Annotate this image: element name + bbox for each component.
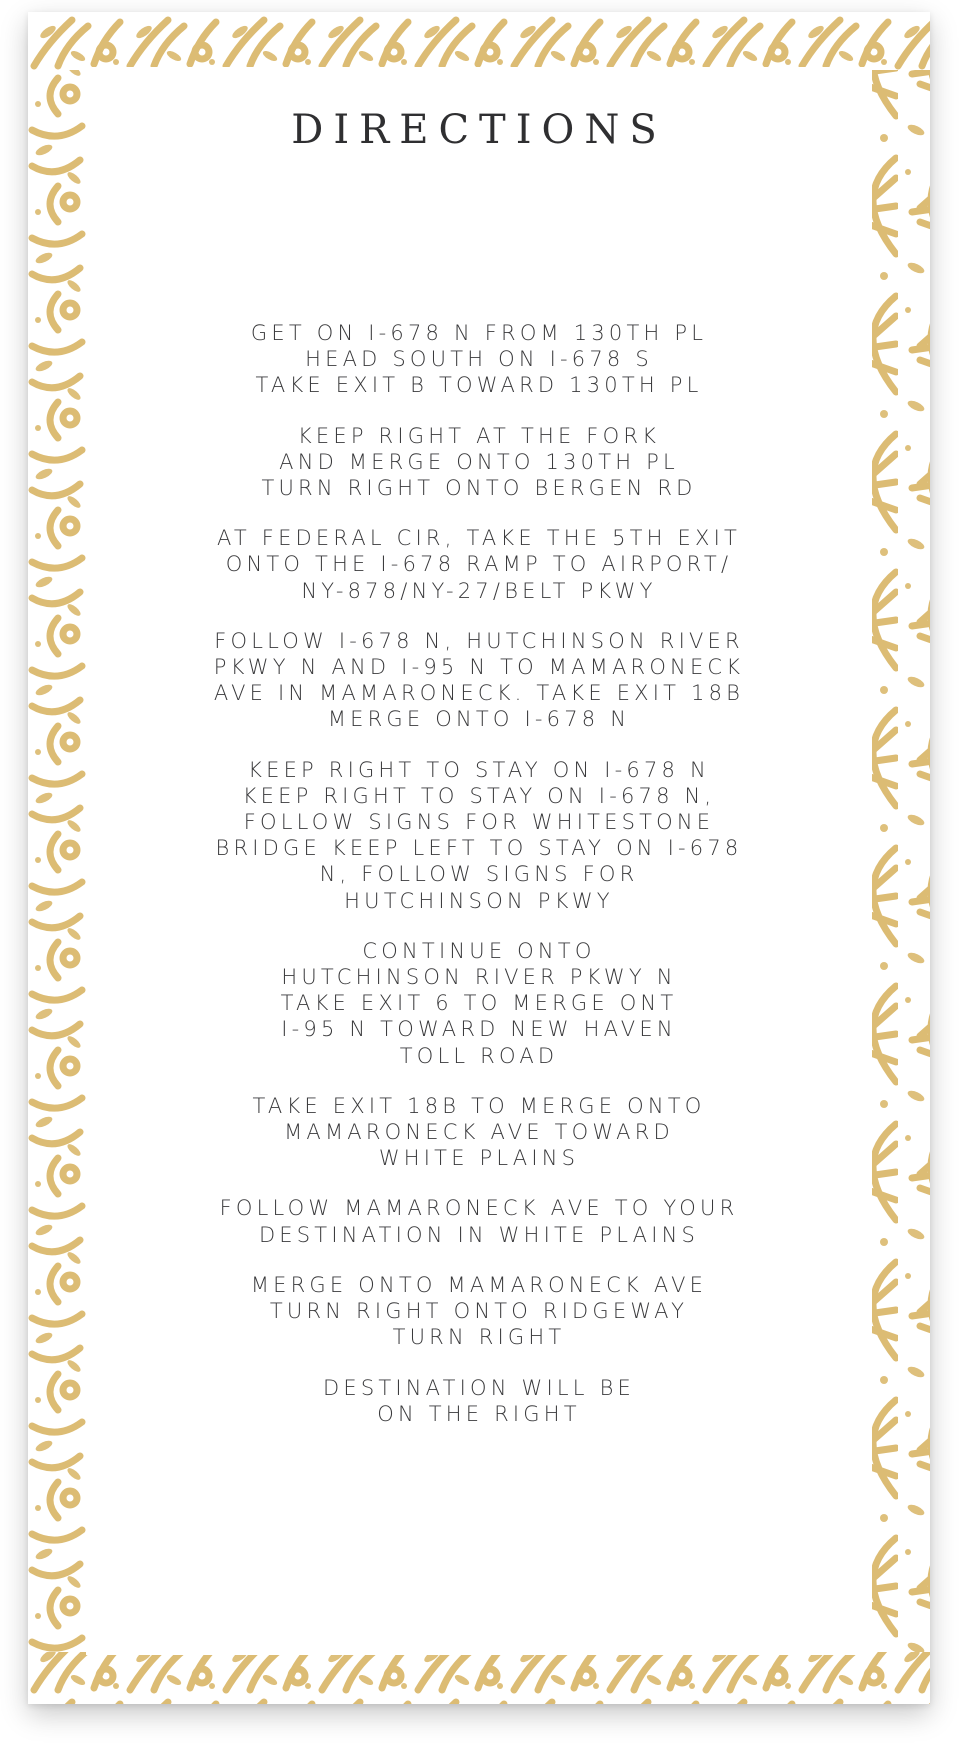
direction-line: DESTINATION WILL BE <box>322 1375 636 1400</box>
content-panel <box>86 67 872 1655</box>
direction-line: TAKE EXIT 6 TO MERGE ONT <box>280 991 678 1016</box>
direction-line: FOLLOW MAMARONECK AVE TO YOUR <box>219 1196 739 1221</box>
direction-step <box>126 938 832 1069</box>
direction-line: CONTINUE ONTO <box>362 938 596 963</box>
direction-line: BRIDGE KEEP LEFT TO STAY ON I-678 <box>215 836 743 861</box>
direction-line: ONTO THE I-678 RAMP TO AIRPORT/ <box>225 552 733 577</box>
direction-step <box>126 1272 832 1351</box>
direction-step <box>126 1195 832 1247</box>
direction-line: TAKE EXIT B TOWARD 130TH PL <box>255 373 703 398</box>
direction-line: TURN RIGHT <box>392 1325 566 1350</box>
direction-line: HUTCHINSON PKWY <box>344 888 614 913</box>
direction-step <box>126 757 832 914</box>
direction-line: HEAD SOUTH ON I-678 S <box>305 347 653 372</box>
direction-line: TURN RIGHT ONTO BERGEN RD <box>261 476 697 501</box>
direction-line: N, FOLLOW SIGNS FOR <box>319 862 639 887</box>
direction-line: AT FEDERAL CIR, TAKE THE 5TH EXIT <box>216 526 742 551</box>
direction-line: DESTINATION IN WHITE PLAINS <box>258 1222 700 1247</box>
direction-line: HUTCHINSON RIVER PKWY N <box>281 965 677 990</box>
direction-step <box>126 525 832 604</box>
direction-line: GET ON I-678 N FROM 130TH PL <box>250 321 708 345</box>
direction-step <box>126 1093 832 1172</box>
direction-line: FOLLOW SIGNS FOR WHITESTONE <box>243 810 715 835</box>
direction-line: MERGE ONTO I-678 N <box>327 707 631 732</box>
direction-line: PKWY N AND I-95 N TO MAMARONECK <box>213 655 745 680</box>
direction-line: FOLLOW I-678 N, HUTCHINSON RIVER <box>214 628 744 653</box>
direction-line: KEEP RIGHT AT THE FORK <box>297 423 661 448</box>
direction-step <box>126 628 832 733</box>
direction-step <box>126 423 832 502</box>
direction-line: AVE IN MAMARONECK. TAKE EXIT 18B <box>213 681 745 706</box>
direction-line: MAMARONECK AVE TOWARD <box>284 1120 674 1145</box>
direction-line: NY-878/NY-27/BELT PKWY <box>301 578 657 603</box>
direction-line: WHITE PLAINS <box>378 1146 580 1171</box>
page-title: DIRECTIONS <box>291 107 667 153</box>
directions-card <box>28 12 930 1704</box>
direction-line: KEEP RIGHT TO STAY ON I-678 N, <box>242 783 716 808</box>
direction-line: AND MERGE ONTO 130TH PL <box>279 449 679 474</box>
direction-step <box>126 320 832 399</box>
direction-line: KEEP RIGHT TO STAY ON I-678 N <box>248 757 710 782</box>
direction-line: I-95 N TOWARD NEW HAVEN <box>281 1017 677 1042</box>
directions-list <box>126 320 832 1451</box>
direction-step <box>126 1375 832 1427</box>
direction-line: TOLL ROAD <box>399 1043 559 1068</box>
direction-line: TAKE EXIT 18B TO MERGE ONTO <box>252 1093 706 1118</box>
direction-line: ON THE RIGHT <box>377 1401 581 1426</box>
direction-line: MERGE ONTO MAMARONECK AVE <box>250 1272 708 1297</box>
direction-line: TURN RIGHT ONTO RIDGEWAY <box>269 1299 689 1324</box>
